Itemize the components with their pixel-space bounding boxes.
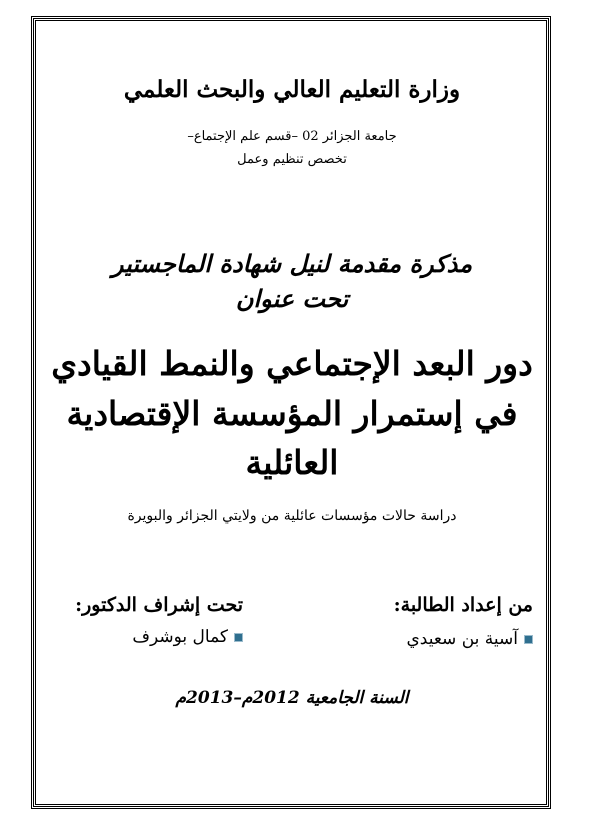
memo-heading: مذكرة مقدمة لنيل شهادة الماجستير <box>111 249 473 278</box>
ministry-title: وزارة التعليم العالي والبحث العلمي <box>123 76 461 103</box>
thesis-title-line-3: العائلية <box>245 443 339 482</box>
square-bullet-icon <box>234 633 243 642</box>
supervisor-name-row <box>132 627 243 647</box>
student-name-row <box>407 629 534 649</box>
thesis-title-line-2: في إستمرار المؤسسة الإقتصادية <box>66 394 518 433</box>
prepared-by-label: من إعداد الطالبة: <box>393 594 533 616</box>
student-name: آسية بن سعيدي <box>406 629 518 649</box>
study-subtitle: دراسة حالات مؤسسات عائلية من ولايتي الجزائر والبويرة <box>127 508 457 524</box>
university-department: جامعة الجزائر 02 –قسم علم الإجتماع– <box>187 129 397 144</box>
supervisor-name: كمال بوشرف <box>132 627 228 647</box>
square-bullet-icon <box>524 635 533 644</box>
under-title-heading: تحت عنوان <box>235 284 349 313</box>
supervisor-label: تحت إشراف الدكتور: <box>75 594 243 616</box>
thesis-title-line-1: دور البعد الإجتماعي والنمط القيادي <box>51 344 533 383</box>
specialty: تخصص تنظيم وعمل <box>237 152 347 167</box>
academic-year: السنة الجامعية 2012م–2013م <box>175 688 409 708</box>
